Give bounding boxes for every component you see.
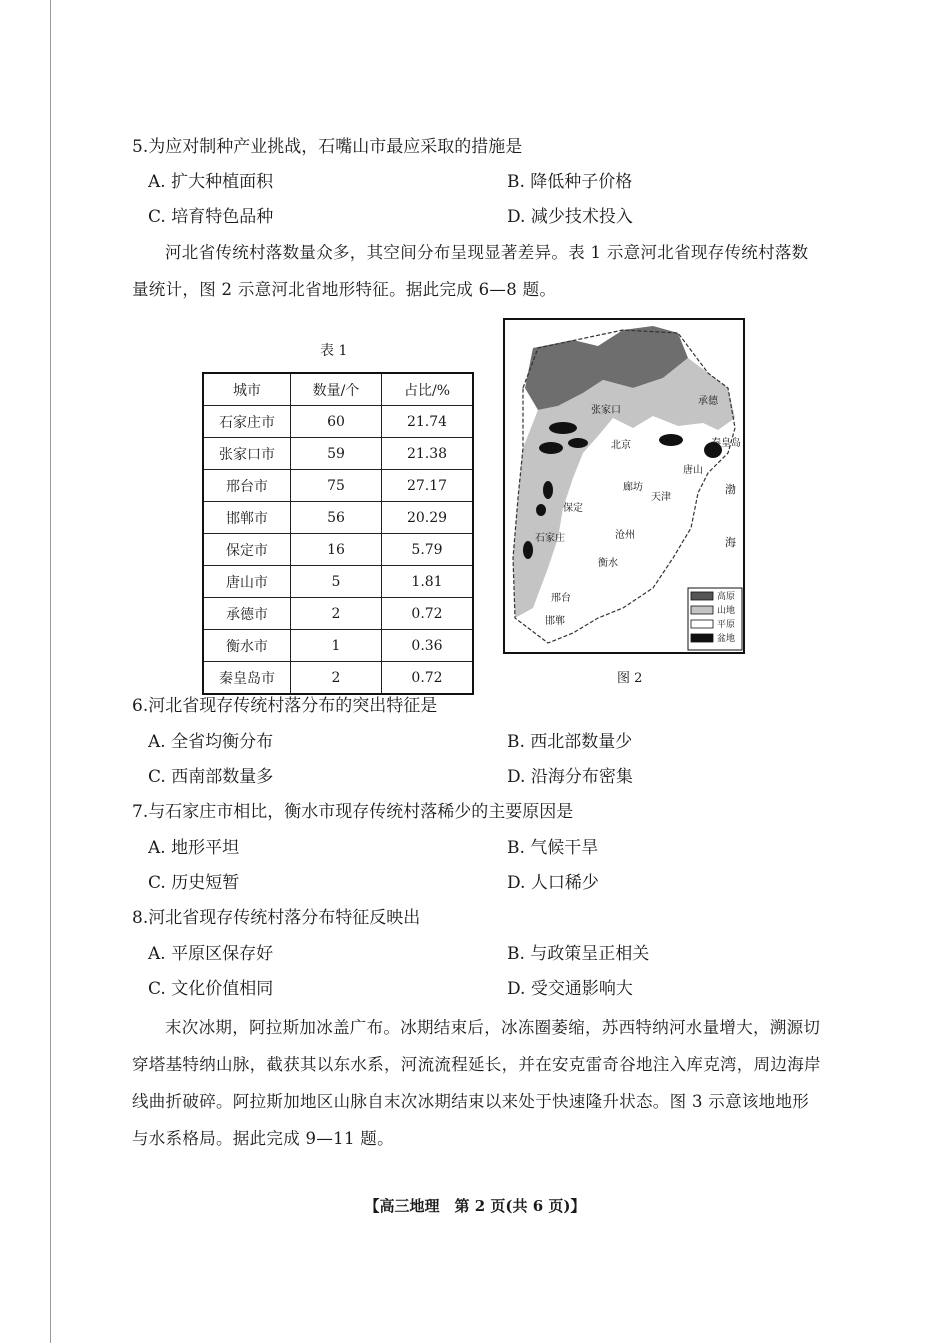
city-label: 石家庄 — [535, 533, 565, 544]
table-cell: 56 — [291, 502, 382, 534]
table-cell: 石家庄市 — [203, 406, 291, 438]
table-cell: 邢台市 — [203, 470, 291, 502]
question-8-stem: 8.河北省现存传统村落分布特征反映出 — [132, 908, 421, 928]
city-label: 邢台 — [551, 593, 571, 604]
legend-swatch — [691, 592, 713, 600]
table-header-city: 城市 — [203, 373, 291, 406]
binding-line — [50, 0, 51, 1343]
city-label: 张家口 — [591, 405, 621, 416]
table-cell: 75 — [291, 470, 382, 502]
page-footer: 【高三地理 第 2 页(共 6 页)】 — [364, 1197, 586, 1215]
basin-region — [568, 438, 588, 448]
legend-label: 山地 — [717, 606, 736, 616]
question-5-option-a[interactable]: A. 扩大种植面积 — [148, 172, 274, 192]
question-8-option-c[interactable]: C. 文化价值相同 — [148, 979, 274, 999]
city-label: 秦皇岛 — [711, 438, 741, 449]
table-cell: 衡水市 — [203, 630, 291, 662]
table-row — [203, 598, 473, 630]
table-cell: 27.17 — [382, 470, 474, 502]
table-cell: 21.74 — [382, 406, 474, 438]
table-caption: 表 1 — [320, 343, 348, 359]
basin-region — [549, 422, 577, 434]
question-6-option-a[interactable]: A. 全省均衡分布 — [148, 732, 274, 752]
basin-region — [536, 504, 546, 516]
table-cell: 16 — [291, 534, 382, 566]
intro-paragraph-9-11: 末次冰期，阿拉斯加冰盖广布。冰期结束后，冰冻圈萎缩，苏西特纳河水量增大，溯源切穿塔基特纳山脉，截获其以东水系，河流流程延长，并在安克雷奇谷地注入库克湾，周边海岸线曲折破碎。阿拉斯加地区山脉自末次冰期结束以来处于快速隆升状态。图 3 示意该地地形与水系格局。据此完成 9—11 题。 — [132, 1018, 821, 1148]
table-cell: 承德市 — [203, 598, 291, 630]
city-label: 邯郸 — [545, 616, 565, 627]
question-7-option-b[interactable]: B. 气候干旱 — [507, 838, 599, 858]
table-row — [203, 502, 473, 534]
question-8-option-b[interactable]: B. 与政策呈正相关 — [507, 944, 650, 964]
city-label: 沧州 — [615, 530, 635, 541]
question-6-option-b[interactable]: B. 西北部数量少 — [507, 732, 633, 752]
question-8-option-a[interactable]: A. 平原区保存好 — [148, 944, 274, 964]
city-label: 天津 — [651, 492, 671, 503]
legend-label: 平原 — [717, 620, 736, 630]
legend-label: 盆地 — [717, 634, 736, 644]
table-cell: 张家口市 — [203, 438, 291, 470]
legend-label: 高原 — [717, 592, 736, 602]
table-cell: 0.72 — [382, 598, 474, 630]
table-row — [203, 662, 473, 695]
table-header-share: 占比/% — [382, 373, 474, 406]
question-5-stem: 5.为应对制种产业挑战，石嘴山市最应采取的措施是 — [132, 137, 523, 157]
question-7-stem: 7.与石家庄市相比，衡水市现存传统村落稀少的主要原因是 — [132, 802, 574, 822]
table-header-count: 数量/个 — [291, 373, 382, 406]
question-8-option-d[interactable]: D. 受交通影响大 — [507, 979, 633, 999]
table-row — [203, 406, 473, 438]
map-legend — [688, 588, 742, 650]
table-cell: 0.72 — [382, 662, 474, 695]
table-row — [203, 566, 473, 598]
question-5-option-c[interactable]: C. 培育特色品种 — [148, 207, 274, 227]
city-label: 衡水 — [598, 558, 618, 569]
table-row — [203, 438, 473, 470]
question-7-option-a[interactable]: A. 地形平坦 — [148, 838, 240, 858]
table-cell: 5.79 — [382, 534, 474, 566]
city-label: 唐山 — [683, 465, 703, 476]
question-6-option-c[interactable]: C. 西南部数量多 — [148, 767, 274, 787]
table-row — [203, 534, 473, 566]
hebei-terrain-map — [503, 318, 745, 654]
city-label: 承德 — [698, 396, 718, 407]
table-cell: 邯郸市 — [203, 502, 291, 534]
basin-region — [543, 481, 553, 499]
table-cell: 秦皇岛市 — [203, 662, 291, 695]
village-count-table — [202, 372, 474, 695]
table-cell: 2 — [291, 662, 382, 695]
table-cell: 2 — [291, 598, 382, 630]
basin-region — [539, 442, 563, 454]
legend-swatch — [691, 606, 713, 614]
question-6-stem: 6.河北省现存传统村落分布的突出特征是 — [132, 696, 438, 716]
intro-paragraph-6-8: 河北省传统村落数量众多，其空间分布呈现显著差异。表 1 示意河北省现存传统村落数量统计，图 2 示意河北省地形特征。据此完成 6—8 题。 — [132, 243, 809, 299]
map-caption: 图 2 — [617, 671, 643, 686]
legend-swatch — [691, 634, 713, 642]
table-cell: 1.81 — [382, 566, 474, 598]
table-cell: 60 — [291, 406, 382, 438]
basin-region — [523, 541, 533, 559]
city-label: 北京 — [611, 440, 631, 451]
basin-region — [659, 434, 683, 446]
table-cell: 保定市 — [203, 534, 291, 566]
sea-label: 渤 — [725, 483, 736, 496]
table-cell: 59 — [291, 438, 382, 470]
table-cell: 5 — [291, 566, 382, 598]
table-cell: 唐山市 — [203, 566, 291, 598]
sea-label: 海 — [725, 536, 736, 549]
table-cell: 20.29 — [382, 502, 474, 534]
question-7-option-c[interactable]: C. 历史短暂 — [148, 873, 240, 893]
question-7-option-d[interactable]: D. 人口稀少 — [507, 873, 599, 893]
table-cell: 0.36 — [382, 630, 474, 662]
table-row — [203, 470, 473, 502]
city-label: 保定 — [563, 503, 583, 514]
question-5-option-b[interactable]: B. 降低种子价格 — [507, 172, 633, 192]
table-cell: 21.38 — [382, 438, 474, 470]
legend-swatch — [691, 620, 713, 628]
question-5-option-d[interactable]: D. 减少技术投入 — [507, 207, 633, 227]
table-cell: 1 — [291, 630, 382, 662]
question-6-option-d[interactable]: D. 沿海分布密集 — [507, 767, 633, 787]
table-row — [203, 630, 473, 662]
city-label: 廊坊 — [623, 482, 643, 493]
